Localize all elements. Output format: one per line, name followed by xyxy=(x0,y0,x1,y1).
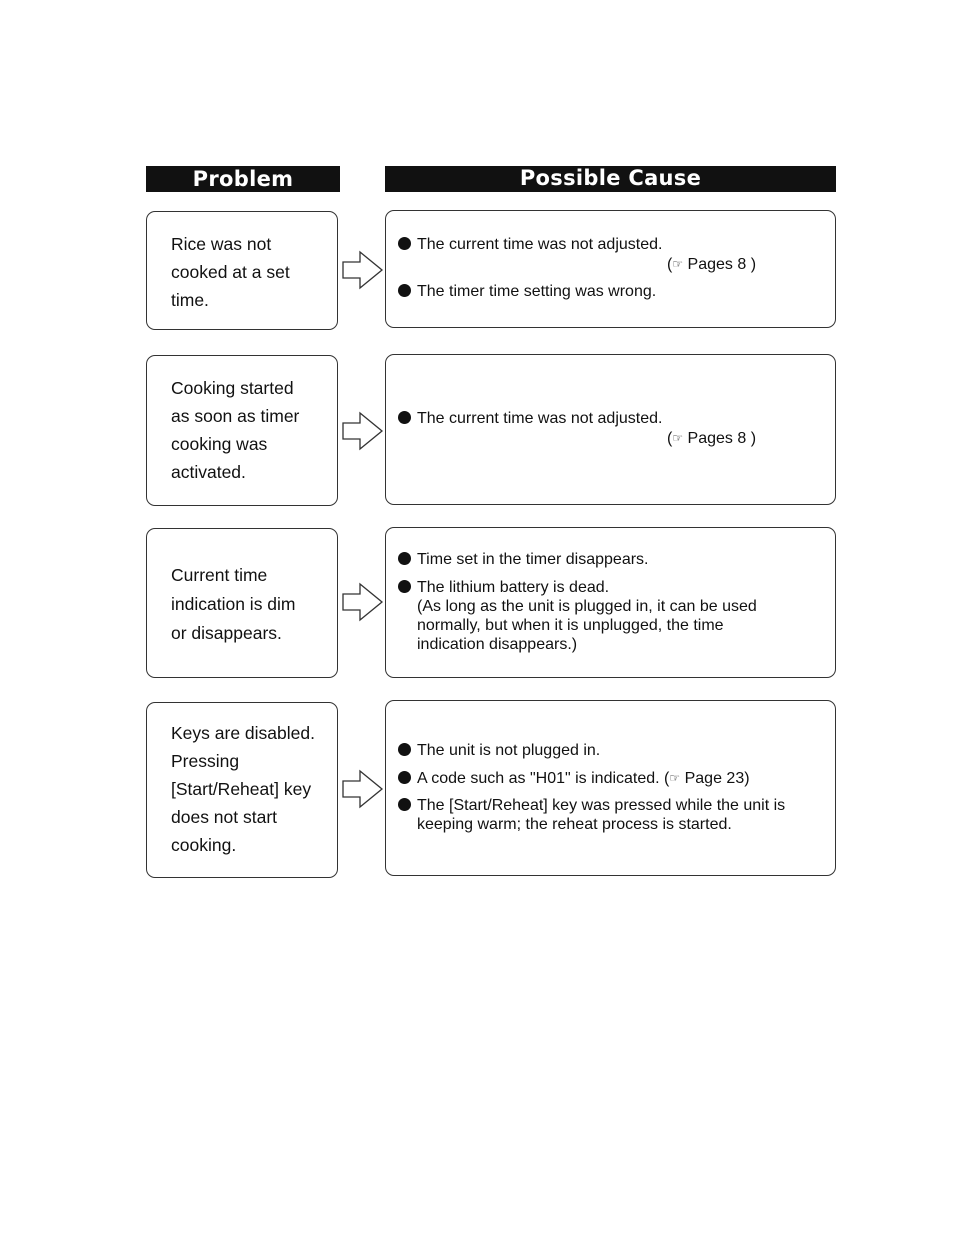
problem-box-3 xyxy=(146,528,338,678)
cause-item: The lithium battery is dead. xyxy=(398,579,609,597)
bullet-icon xyxy=(398,771,411,784)
cause-note: normally, but when it is unplugged, the time xyxy=(417,617,724,634)
cause-note: keeping warm; the reheat process is started. xyxy=(417,816,732,833)
arrow-icon xyxy=(341,410,385,452)
bullet-icon xyxy=(398,284,411,297)
cause-item: A code such as "H01" is indicated. (☞ Page 23) xyxy=(398,769,750,788)
problem-line: [Start/Reheat] key xyxy=(171,779,312,799)
problem-line: cooking was xyxy=(171,434,268,454)
cause-item: The unit is not plugged in. xyxy=(398,742,600,760)
problem-line: Cooking started xyxy=(171,378,294,398)
cause-item: The current time was not adjusted. xyxy=(398,236,662,254)
cause-box-2 xyxy=(385,354,836,505)
page-reference: (☞ Pages 8 ) xyxy=(667,256,757,273)
problem-line: cooking. xyxy=(171,835,237,855)
cause-item: The current time was not adjusted. xyxy=(398,410,662,428)
cause-note: indication disappears.) xyxy=(417,636,578,653)
cause-item: The [Start/Reheat] key was pressed while the unit is xyxy=(398,797,785,815)
cause-item: Time set in the timer disappears. xyxy=(398,551,649,569)
problem-line: or disappears. xyxy=(171,623,282,643)
problem-line: indication is dim xyxy=(171,594,296,614)
arrow-icon xyxy=(341,581,385,623)
page-reference: (☞ Pages 8 ) xyxy=(667,430,757,447)
problem-box-4 xyxy=(146,702,338,878)
problem-line: Rice was not xyxy=(171,234,272,254)
problem-line: time. xyxy=(171,290,209,310)
bullet-icon xyxy=(398,798,411,811)
problem-line: Current time xyxy=(171,565,268,585)
arrow-icon xyxy=(341,249,385,291)
problem-box-2 xyxy=(146,355,338,506)
problem-box-1 xyxy=(146,211,338,330)
bullet-icon xyxy=(398,743,411,756)
arrow-icon xyxy=(341,768,385,810)
bullet-icon xyxy=(398,580,411,593)
problem-line: does not start xyxy=(171,807,278,827)
problem-line: cooked at a set xyxy=(171,262,290,282)
problem-line: Keys are disabled. xyxy=(171,723,315,743)
possible-cause-header: Possible Cause xyxy=(385,166,836,192)
pointing-hand-icon: ☞ xyxy=(672,257,684,271)
problem-header: Problem xyxy=(146,166,340,192)
problem-line: Pressing xyxy=(171,751,240,771)
problem-line: activated. xyxy=(171,462,246,482)
bullet-icon xyxy=(398,237,411,250)
cause-note: (As long as the unit is plugged in, it can be used xyxy=(417,598,757,615)
pointing-hand-icon: ☞ xyxy=(669,771,681,785)
bullet-icon xyxy=(398,552,411,565)
bullet-icon xyxy=(398,411,411,424)
pointing-hand-icon: ☞ xyxy=(672,431,684,445)
cause-item: The timer time setting was wrong. xyxy=(398,283,656,301)
cause-box-3 xyxy=(385,527,836,678)
problem-line: as soon as timer xyxy=(171,406,300,426)
cause-box-1 xyxy=(385,210,836,328)
cause-box-4 xyxy=(385,700,836,876)
